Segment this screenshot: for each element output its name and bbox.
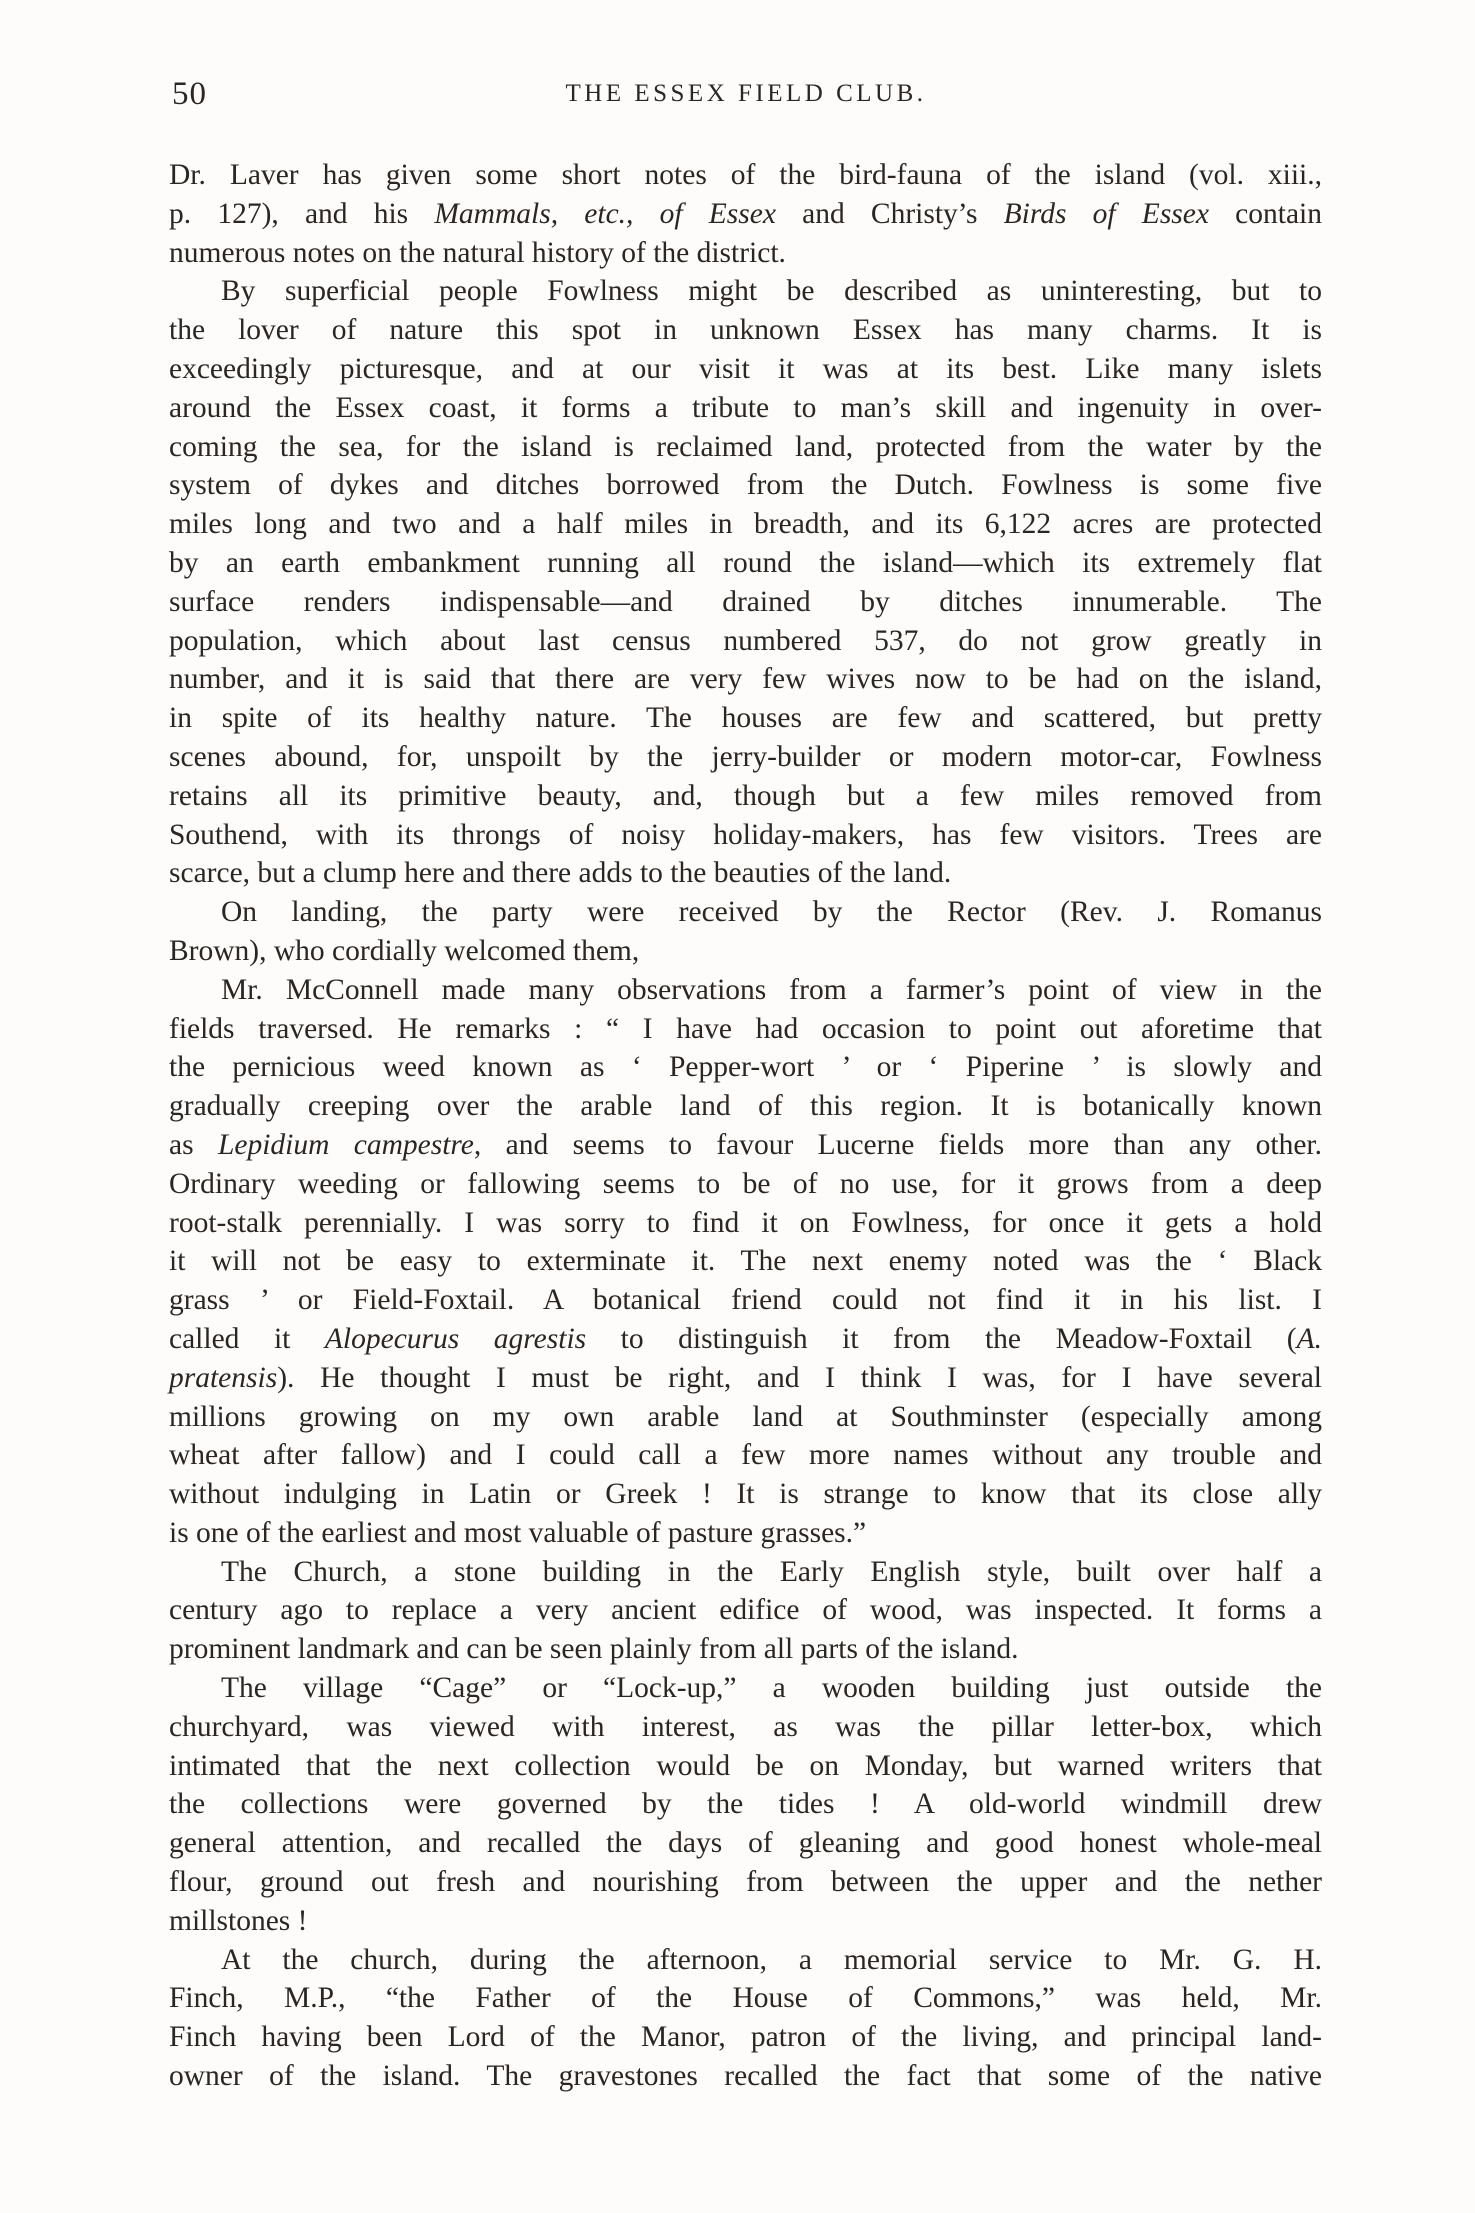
text-line: exceedingly picturesque, and at our visit it was at its best. Like many islets [169,352,1322,385]
text-line: as Lepidium campestre, and seems to favour Lucerne fields more than any other. [169,1128,1322,1161]
text-line: pratensis). He thought I must be right, and I think I was, for I have several [169,1361,1322,1394]
text-line: Finch, M.P., “the Father of the House of Commons,” was held, Mr. [169,1982,1322,2015]
text-line: scarce, but a clump here and there adds to the beauties of the land. [169,857,952,890]
text-line: century ago to replace a very ancient edifice of wood, was inspected. It forms a [169,1594,1322,1627]
text-line: At the church, during the afternoon, a memorial service to Mr. G. H. [221,1943,1322,1976]
text-line: The village “Cage” or “Lock-up,” a wooden building just outside the [221,1672,1322,1705]
text-line: in spite of its healthy nature. The houses are few and scattered, but pretty [169,702,1322,735]
italic-text: Alopecurus agrestis [324,1322,587,1355]
text-line: p. 127), and his Mammals, etc., of Essex and Christy’s Birds of Essex contain [169,197,1322,230]
text-line: gradually creeping over the arable land of this region. It is botanically known [169,1090,1322,1123]
text-line: the pernicious weed known as ‘ Pepper-wort ’ or ‘ Piperine ’ is slowly and [169,1051,1322,1084]
text-line: Brown), who cordially welcomed them, [169,934,640,967]
text-line: the collections were governed by the tides ! A old-world windmill drew [169,1788,1322,1821]
running-head [170,72,1322,122]
text-line: Southend, with its throngs of noisy holiday-makers, has few visitors. Trees are [169,818,1322,851]
text-line: Dr. Laver has given some short notes of the bird-fauna of the island (vol. xiii., [169,159,1322,191]
text-line: flour, ground out fresh and nourishing from between the upper and the nether [169,1866,1322,1899]
page-number: 50 [172,76,207,112]
text-line: scenes abound, for, unspoilt by the jerry-builder or modern motor-car, Fowlness [169,740,1322,773]
text-line: millions growing on my own arable land at Southminster (especially among [169,1400,1322,1433]
text-line: On landing, the party were received by the Rector (Rev. J. Romanus [221,896,1322,929]
italic-text: Mammals, etc., of Essex [434,197,776,230]
text-line: surface renders indispensable—and drained by ditches innumerable. The [169,585,1322,618]
text-line: around the Essex coast, it forms a tribute to man’s skill and ingenuity in over- [169,391,1322,424]
text-line: Ordinary weeding or fallowing seems to be of no use, for it grows from a deep [169,1167,1322,1200]
text-line: wheat after fallow) and I could call a few more names without any trouble and [169,1439,1322,1472]
text-line: called it Alopecurus agrestis to distinguish it from the Meadow-Foxtail (A. [169,1322,1322,1355]
text-line: it will not be easy to exterminate it. The next enemy noted was the ‘ Black [169,1245,1322,1278]
text-line: prominent landmark and can be seen plainly from all parts of the island. [169,1633,1019,1666]
text-line: is one of the earliest and most valuable of pasture grasses.” [169,1516,867,1549]
text-line: Finch having been Lord of the Manor, patron of the living, and principal land- [169,2021,1322,2054]
text-line: root-stalk perennially. I was sorry to find it on Fowlness, for once it gets a hold [169,1206,1322,1239]
text-line: miles long and two and a half miles in breadth, and its 6,122 acres are protected [169,508,1322,541]
text-line: population, which about last census numbered 537, do not grow greatly in [169,624,1322,657]
italic-text: A. [1296,1322,1322,1355]
text-line: by an earth embankment running all round the island—which its extremely flat [169,546,1322,579]
text-line: general attention, and recalled the days of gleaning and good honest whole-meal [169,1827,1322,1860]
text-line: system of dykes and ditches borrowed from the Dutch. Fowlness is some five [169,469,1322,502]
italic-text: Birds of Essex [1003,197,1209,230]
text-line: fields traversed. He remarks : “ I have had occasion to point out aforetime that [169,1012,1322,1045]
body-text [169,156,1322,2096]
italic-text: Lepidium campestre [217,1128,474,1161]
text-line: The Church, a stone building in the Early English style, built over half a [221,1555,1322,1588]
text-line: churchyard, was viewed with interest, as was the pillar letter-box, which [169,1710,1322,1743]
italic-text: pratensis [169,1361,278,1394]
text-line: intimated that the next collection would be on Monday, but warned writers that [169,1749,1322,1782]
text-line: number, and it is said that there are very few wives now to be had on the island, [169,663,1322,696]
text-line: owner of the island. The gravestones recalled the fact that some of the native [169,2060,1322,2093]
text-line: millstones ! [169,1904,308,1937]
text-line: coming the sea, for the island is reclaimed land, protected from the water by the [169,430,1322,463]
text-line: grass ’ or Field-Foxtail. A botanical friend could not find it in his list. I [169,1284,1322,1317]
text-line: without indulging in Latin or Greek ! It is strange to know that its close ally [169,1478,1322,1511]
text-line: retains all its primitive beauty, and, though but a few miles removed from [169,779,1322,812]
text-line: numerous notes on the natural history of the district. [169,236,786,269]
text-line: By superficial people Fowlness might be described as uninteresting, but to [221,275,1322,308]
journal-title: THE ESSEX FIELD CLUB. [565,80,927,107]
text-line: the lover of nature this spot in unknown Essex has many charms. It is [169,314,1322,347]
text-line: Mr. McConnell made many observations from a farmer’s point of view in the [221,973,1322,1006]
